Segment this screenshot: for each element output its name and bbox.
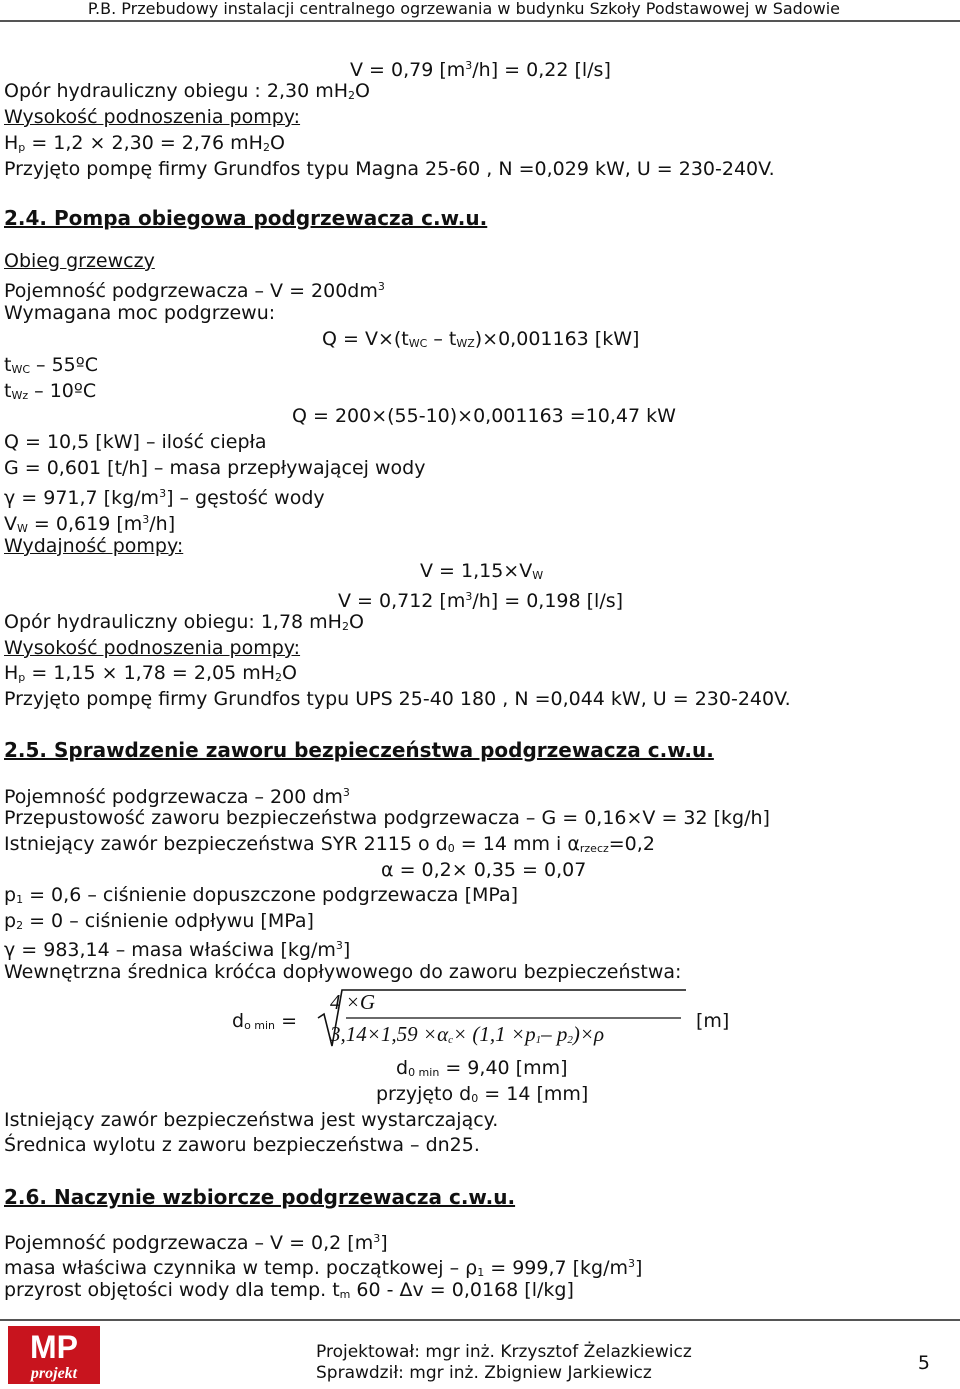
company-logo	[8, 1326, 100, 1384]
line-density: γ = 971,7 $[kg/m^3]$ – gęstość wody	[4, 487, 325, 509]
line-outlet-diameter: Średnica wylotu z zaworu bezpieczeństwa – dn25.	[4, 1134, 480, 1156]
formula-capacity-result: V = 0,712 $[m^3/h] = 0,198$ [l/s]	[338, 590, 624, 612]
line-pump-head-label-2: Wysokość podnoszenia pompy:	[4, 637, 301, 659]
line-required-power: Wymagana moc podgrzewu:	[4, 302, 276, 324]
line-volume-increase: przyrost objętości wody dla temp. $t_m$ 60 - Δv = 0,0168 [l/kg]	[4, 1279, 574, 1301]
line-pump-selection-2: Przyjęto pompę firmy Grundfos typu UPS 25-40 180 , N =0,044 kW, U = 230-240V.	[4, 688, 791, 710]
flow-result: V = 0,79 $[m^3/h] = 0,22$ [l/s]	[350, 59, 611, 81]
line-existing-valve: Istniejący zawór bezpieczeństwa SYR 2115 o $d_0 = 14$ mm i $\alpha_{rzecz}=0,2$	[4, 833, 655, 855]
line-pump-head: $H_p = 1,2 \times 2,30 = 2,76$ $mH_2O$	[4, 132, 285, 154]
logo-subtitle: projekt	[30, 1365, 78, 1382]
formula-power-result: Q = 200×(55-10)×0,001163 =10,47 kW	[292, 405, 676, 427]
section-heading-2-5: 2.5. Sprawdzenie zaworu bezpieczeństwa podgrzewacza c.w.u.	[4, 738, 714, 762]
logo-mark: MP	[30, 1329, 78, 1365]
line-heat: Q = 10,5 [kW] – ilość ciepła	[4, 431, 267, 453]
formula-d-result: $d_{0 min} = 9,40$ [mm]	[396, 1057, 568, 1079]
formula-numerator: 4 ×G	[330, 990, 376, 1014]
line-pump-capacity-label: Wydajność pompy:	[4, 535, 184, 557]
line-valve-throughput: Przepustowość zaworu bezpieczeństwa podgrzewacza – G = 0,16×V = 32 [kg/h]	[4, 807, 770, 829]
formula-d-adopted: przyjęto $d_0 = 14$ [mm]	[376, 1083, 589, 1105]
formula-unit: [m]	[696, 1010, 730, 1032]
line-capacity: Pojemność podgrzewacza – $V = 200dm^3$	[4, 280, 385, 302]
page-number: 5	[917, 1352, 930, 1374]
footer-divider	[0, 1319, 960, 1321]
line-specific-mass: γ = 983,14 – masa właściwa $[kg/m^3]$	[4, 939, 351, 961]
line-pump-head-label: Wysokość podnoszenia pompy:	[4, 106, 301, 128]
formula-capacity: $V = 1,15\times V_W$	[420, 560, 544, 582]
section-heading-2-4: 2.4. Pompa obiegowa podgrzewacza c.w.u.	[4, 206, 488, 230]
formula-sqrt-fraction	[316, 988, 688, 1050]
header-divider	[0, 20, 960, 22]
section-heading-2-6: 2.6. Naczynie wzbiorcze podgrzewacza c.w.u.	[4, 1185, 516, 1209]
line-p2: $p_2 = 0$ – ciśnienie odpływu [MPa]	[4, 910, 314, 932]
designer-name: Projektował: mgr inż. Krzysztof Żelazkiewicz	[316, 1342, 692, 1362]
checker-name: Sprawdził: mgr inż. Zbigniew Jarkiewicz	[316, 1363, 652, 1383]
line-pump-head-2: $H_p = 1,15 \times 1,78 = 2,05$ $mH_2O$	[4, 662, 297, 684]
line-initial-density: masa właściwa czynnika w temp. początkowej – $\rho_1 = 999,7$ $[kg/m^3]$	[4, 1257, 643, 1279]
line-capacity-2: Pojemność podgrzewacza – 200 $dm^3$	[4, 786, 350, 808]
line-volume-flow: $V_W = 0,619$ $[m^3/h]$	[4, 513, 176, 535]
formula-alpha: α = 0,2× 0,35 = 0,07	[381, 859, 587, 881]
formula-denominator: $3,14\times 1,59 \times\alpha_c\times (1,1 \times p_1-$ $p_2)\times\rho$	[330, 1022, 605, 1046]
formula-d-label: $d_{o min}$ =	[232, 1010, 298, 1032]
line-circuit: Obieg grzewczy	[4, 250, 155, 272]
formula-power: $Q = V\times(t_{WC} - t_{WZ})\times 0,001163$ [kW]	[322, 328, 640, 350]
line-resistance-2: Opór hydrauliczny obiegu: 1,78 $mH_2O$	[4, 611, 364, 633]
line-twz: $t_{Wz}$ – 10ºC	[4, 380, 97, 402]
page-header: P.B. Przebudowy instalacji centralnego ogrzewania w budynku Szkoły Podstawowej w Sadowie	[87, 0, 840, 18]
line-mass-flow: G = 0,601 [t/h] – masa przepływającej wody	[4, 457, 426, 479]
line-resistance: Opór hydrauliczny obiegu : 2,30 $mH_2O$	[4, 80, 370, 102]
line-valve-sufficient: Istniejący zawór bezpieczeństwa jest wystarczający.	[4, 1109, 499, 1131]
line-twc: $t_{WC}$ – 55ºC	[4, 354, 98, 376]
line-capacity-3: Pojemność podgrzewacza – V = 0,2 $[m^3]$	[4, 1232, 388, 1254]
line-p1: $p_1 = 0,6$ – ciśnienie dopuszczone podgrzewacza [MPa]	[4, 884, 519, 906]
line-pump-selection: Przyjęto pompę firmy Grundfos typu Magna 25-60 , N =0,029 kW, U = 230-240V.	[4, 158, 775, 180]
line-inner-diameter: Wewnętrzna średnica króćca dopływowego do zaworu bezpieczeństwa:	[4, 961, 682, 983]
